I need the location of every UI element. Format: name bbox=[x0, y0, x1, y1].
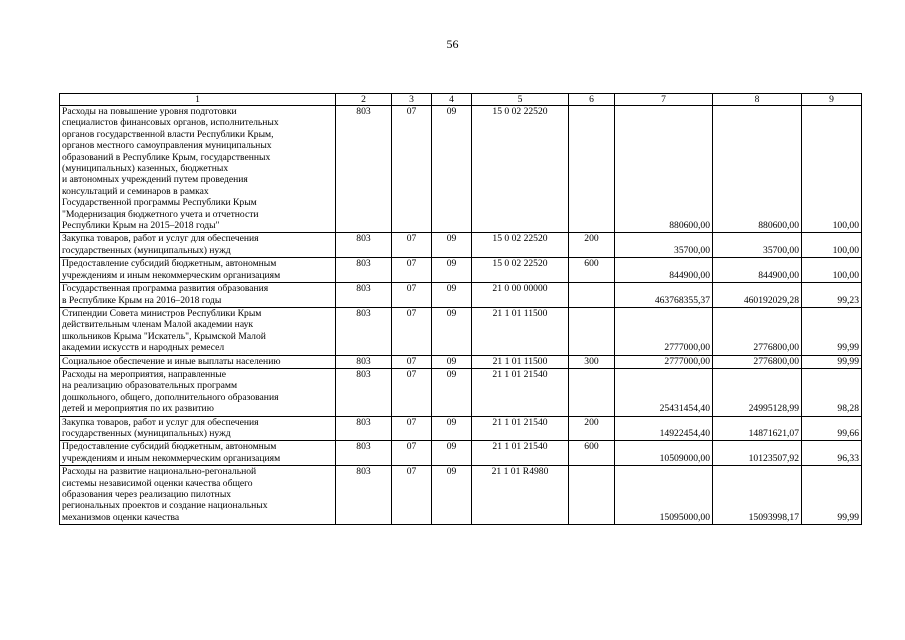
row-cell-2: 803 bbox=[336, 106, 392, 233]
table-row bbox=[60, 283, 862, 308]
row-cell-3: 07 bbox=[392, 441, 432, 466]
row-cell-7: 880600,00 bbox=[615, 106, 713, 233]
row-cell-6: 600 bbox=[569, 441, 615, 466]
row-cell-7: 2777000,00 bbox=[615, 355, 713, 368]
row-cell-4: 09 bbox=[432, 258, 472, 283]
row-cell-3: 07 bbox=[392, 368, 432, 416]
row-name-cell: Закупка товаров, работ и услуг для обеспечения государственных (муниципальных) нужд bbox=[60, 233, 336, 258]
row-cell-5: 21 1 01 11500 bbox=[472, 355, 569, 368]
row-name-cell: Закупка товаров, работ и услуг для обеспечения государственных (муниципальных) нужд bbox=[60, 416, 336, 441]
row-cell-4: 09 bbox=[432, 355, 472, 368]
row-cell-6 bbox=[569, 283, 615, 308]
row-cell-5: 21 1 01 21540 bbox=[472, 441, 569, 466]
row-cell-8: 460192029,28 bbox=[713, 283, 802, 308]
row-cell-5: 21 0 00 00000 bbox=[472, 283, 569, 308]
row-cell-3: 07 bbox=[392, 233, 432, 258]
row-cell-5: 21 1 01 21540 bbox=[472, 416, 569, 441]
row-cell-6 bbox=[569, 466, 615, 525]
row-cell-3: 07 bbox=[392, 355, 432, 368]
row-cell-7: 844900,00 bbox=[615, 258, 713, 283]
row-cell-2: 803 bbox=[336, 233, 392, 258]
row-cell-2: 803 bbox=[336, 416, 392, 441]
row-cell-6: 200 bbox=[569, 233, 615, 258]
row-cell-8: 880600,00 bbox=[713, 106, 802, 233]
row-cell-5: 15 0 02 22520 bbox=[472, 233, 569, 258]
row-cell-7: 463768355,37 bbox=[615, 283, 713, 308]
row-name-cell: Расходы на развитие национально-регональной системы независимой оценки качества общего образования через реализацию пилотных региональных проектов и создание национальных механизмов оценки качества bbox=[60, 466, 336, 525]
column-header: 2 bbox=[336, 94, 392, 106]
row-cell-9: 100,00 bbox=[802, 258, 862, 283]
row-name-cell: Предоставление субсидий бюджетным, автономным учреждениям и иным некоммерческим организациям bbox=[60, 441, 336, 466]
row-cell-7: 10509000,00 bbox=[615, 441, 713, 466]
row-cell-3: 07 bbox=[392, 307, 432, 355]
row-cell-8: 14871621,07 bbox=[713, 416, 802, 441]
row-cell-4: 09 bbox=[432, 233, 472, 258]
column-header: 3 bbox=[392, 94, 432, 106]
row-cell-4: 09 bbox=[432, 441, 472, 466]
row-cell-2: 803 bbox=[336, 307, 392, 355]
row-name-cell: Государственная программа развития образования в Республике Крым на 2016–2018 годы bbox=[60, 283, 336, 308]
row-cell-9: 99,23 bbox=[802, 283, 862, 308]
row-cell-4: 09 bbox=[432, 307, 472, 355]
column-header: 8 bbox=[713, 94, 802, 106]
row-cell-5: 21 1 01 21540 bbox=[472, 368, 569, 416]
row-cell-7: 2777000,00 bbox=[615, 307, 713, 355]
row-cell-4: 09 bbox=[432, 466, 472, 525]
column-header: 7 bbox=[615, 94, 713, 106]
row-cell-7: 15095000,00 bbox=[615, 466, 713, 525]
row-cell-9: 98,28 bbox=[802, 368, 862, 416]
row-cell-2: 803 bbox=[336, 355, 392, 368]
column-header: 5 bbox=[472, 94, 569, 106]
table-row bbox=[60, 355, 862, 368]
row-cell-2: 803 bbox=[336, 466, 392, 525]
budget-table bbox=[59, 93, 862, 525]
row-cell-6 bbox=[569, 368, 615, 416]
column-header: 4 bbox=[432, 94, 472, 106]
row-cell-6: 300 bbox=[569, 355, 615, 368]
row-cell-5: 15 0 02 22520 bbox=[472, 106, 569, 233]
table-row bbox=[60, 441, 862, 466]
row-name-cell: Предоставление субсидий бюджетным, автономным учреждениям и иным некоммерческим организациям bbox=[60, 258, 336, 283]
row-cell-4: 09 bbox=[432, 416, 472, 441]
table-header-row bbox=[60, 94, 862, 106]
table-row bbox=[60, 416, 862, 441]
column-header: 9 bbox=[802, 94, 862, 106]
row-cell-9: 100,00 bbox=[802, 106, 862, 233]
row-cell-9: 96,33 bbox=[802, 441, 862, 466]
row-cell-9: 100,00 bbox=[802, 233, 862, 258]
row-cell-7: 14922454,40 bbox=[615, 416, 713, 441]
column-header: 6 bbox=[569, 94, 615, 106]
table-row bbox=[60, 233, 862, 258]
row-cell-8: 10123507,92 bbox=[713, 441, 802, 466]
row-cell-2: 803 bbox=[336, 441, 392, 466]
row-cell-9: 99,99 bbox=[802, 355, 862, 368]
row-cell-3: 07 bbox=[392, 106, 432, 233]
row-cell-6: 600 bbox=[569, 258, 615, 283]
row-cell-8: 844900,00 bbox=[713, 258, 802, 283]
row-cell-6 bbox=[569, 106, 615, 233]
table-row bbox=[60, 307, 862, 355]
row-cell-6: 200 bbox=[569, 416, 615, 441]
column-header: 1 bbox=[60, 94, 336, 106]
row-cell-8: 2776800,00 bbox=[713, 355, 802, 368]
row-cell-8: 2776800,00 bbox=[713, 307, 802, 355]
row-cell-5: 21 1 01 11500 bbox=[472, 307, 569, 355]
row-cell-5: 15 0 02 22520 bbox=[472, 258, 569, 283]
row-cell-3: 07 bbox=[392, 258, 432, 283]
row-cell-4: 09 bbox=[432, 106, 472, 233]
table-row bbox=[60, 466, 862, 525]
table-row bbox=[60, 106, 862, 233]
row-cell-2: 803 bbox=[336, 368, 392, 416]
row-cell-8: 24995128,99 bbox=[713, 368, 802, 416]
row-cell-9: 99,99 bbox=[802, 307, 862, 355]
table-row bbox=[60, 258, 862, 283]
row-cell-2: 803 bbox=[336, 283, 392, 308]
row-cell-8: 15093998,17 bbox=[713, 466, 802, 525]
row-cell-8: 35700,00 bbox=[713, 233, 802, 258]
row-name-cell: Социальное обеспечение и иные выплаты населению bbox=[60, 355, 336, 368]
row-cell-4: 09 bbox=[432, 283, 472, 308]
row-cell-7: 35700,00 bbox=[615, 233, 713, 258]
row-cell-3: 07 bbox=[392, 283, 432, 308]
row-cell-3: 07 bbox=[392, 466, 432, 525]
row-cell-9: 99,99 bbox=[802, 466, 862, 525]
row-cell-2: 803 bbox=[336, 258, 392, 283]
table-row bbox=[60, 368, 862, 416]
row-cell-4: 09 bbox=[432, 368, 472, 416]
row-name-cell: Расходы на мероприятия, направленные на реализацию образовательных программ дошкольного, общего, дополнительного образования детей и мероприятия по их развитию bbox=[60, 368, 336, 416]
row-cell-7: 25431454,40 bbox=[615, 368, 713, 416]
page-number: 56 bbox=[446, 37, 459, 51]
row-name-cell: Стипендии Совета министров Республики Крым действительным членам Малой академии наук школьников Крыма "Искатель", Крымской Малой академии искусств и народных ремесел bbox=[60, 307, 336, 355]
row-name-cell: Расходы на повышение уровня подготовки специалистов финансовых органов, исполнительных органов государственной власти Республики Крым, органов местного самоуправления муниципальных образований в Республике Крым, государственных (муниципальных) казенных, бюджетных и автономных учреждений путем проведения консультаций и семинаров в рамках Государственной программы Республики Крым "Модернизация бюджетного учета и отчетности Республики Крым на 2015–2018 годы" bbox=[60, 106, 336, 233]
row-cell-3: 07 bbox=[392, 416, 432, 441]
row-cell-9: 99,66 bbox=[802, 416, 862, 441]
row-cell-6 bbox=[569, 307, 615, 355]
row-cell-5: 21 1 01 R4980 bbox=[472, 466, 569, 525]
